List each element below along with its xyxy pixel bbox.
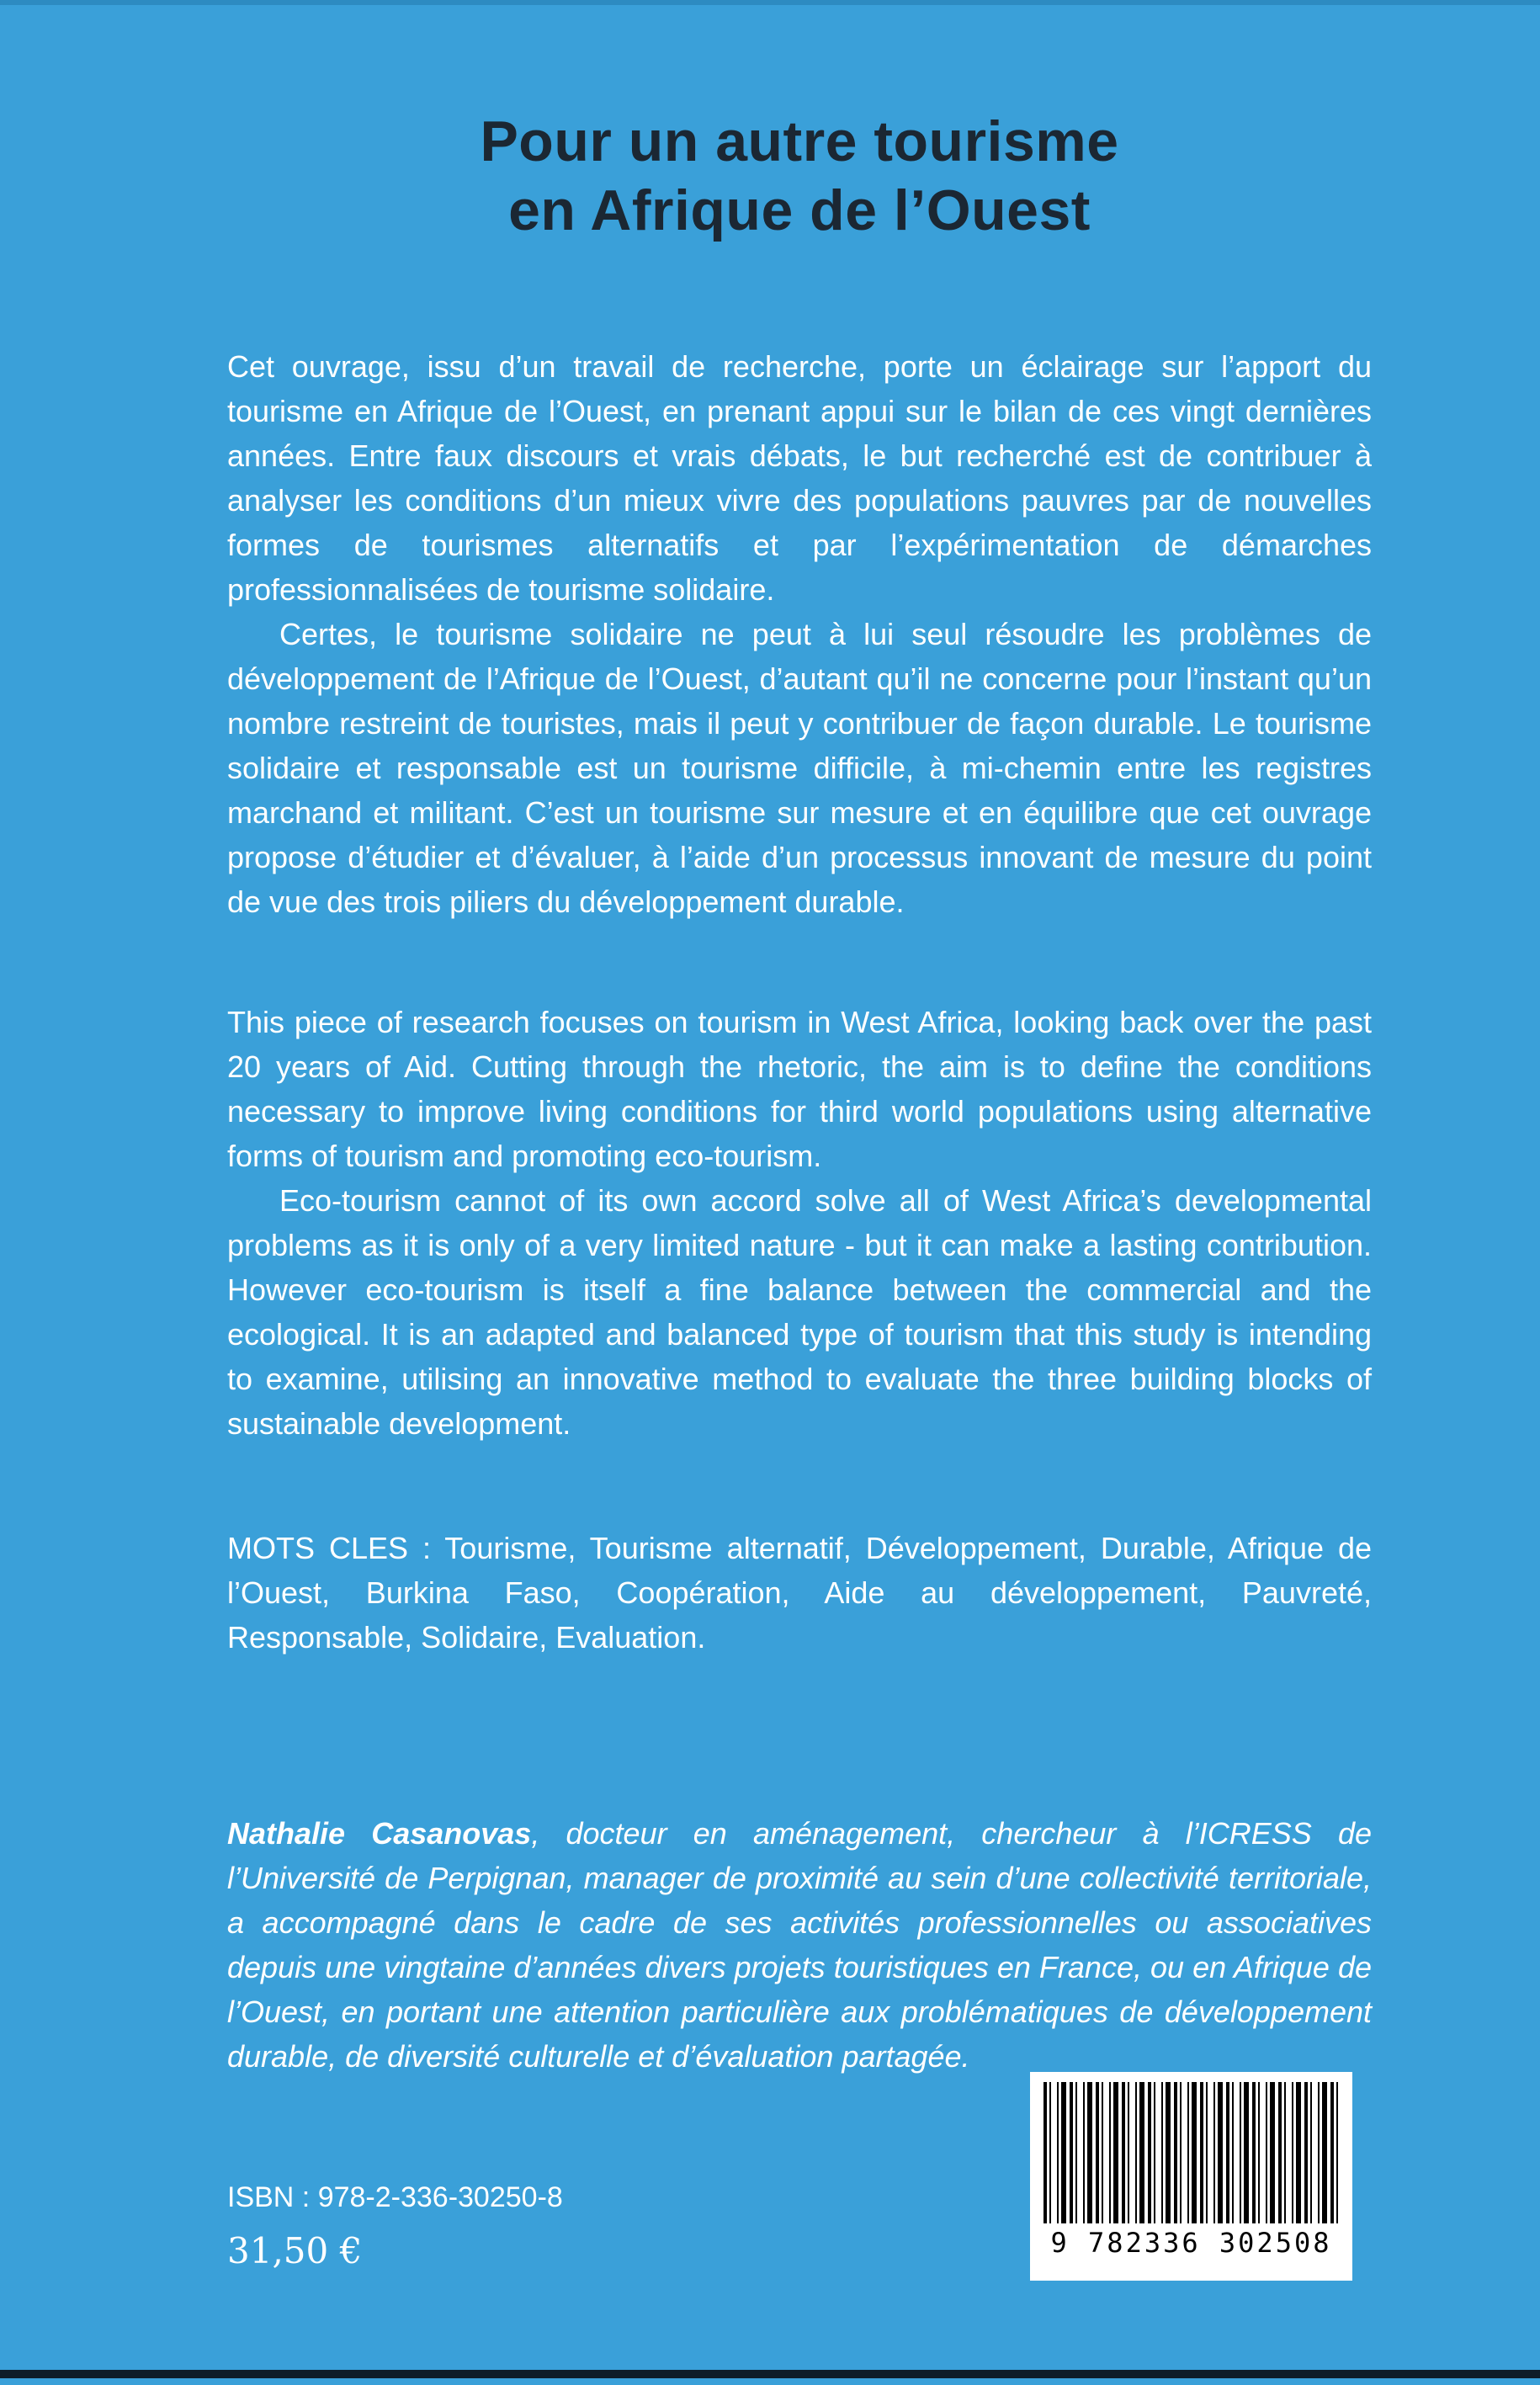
author-name: Nathalie Casanovas (227, 1816, 532, 1851)
synopsis-english (227, 1000, 1372, 1446)
cover-bottom-edge (0, 2370, 1540, 2378)
synopsis-paragraph-en-2: Eco-tourism cannot of its own accord solve all of West Africa’s developmental problems as it is only of a very limited nature - but it can make a lasting contribution. However eco-tourism is itself a fine balance between the commercial and the ecological. It is an adapted and balanced type of tourism that this study is intending to examine, utilising an innovative method to evaluate the three building blocks of sustainable development. (227, 1183, 1372, 1442)
price-text: 31,50 € (227, 2230, 363, 2271)
keywords-block (227, 1526, 1372, 1660)
back-cover-content (227, 0, 1372, 2079)
synopsis-paragraph-fr-1: Cet ouvrage, issu d’un travail de recherche, porte un éclairage sur l’apport du tourisme en Afrique de l’Ouest, en prenant appui sur le bilan de ces vingt dernières années. Entre faux discours et vrais débats, le but recherché est de contribuer à analyser les conditions d’un mieux vivre des populations pauvres par de nouvelles formes de tourismes alternatifs et par l’expérimentation de démarches professionnalisées de tourisme solidaire. (227, 349, 1372, 608)
author-bio-paragraph (227, 1811, 1372, 2079)
synopsis-paragraph-en-1: This piece of research focuses on tourism in West Africa, looking back over the past 20 years of Aid. Cutting through the rhetoric, the aim is to define the conditions necessary to improve living conditions for third world populations using alternative forms of tourism and promoting eco-tourism. (227, 1005, 1372, 1174)
book-title-line1: Pour un autre tourisme (480, 109, 1119, 173)
synopsis-paragraph-fr-2: Certes, le tourisme solidaire ne peut à lui seul résoudre les problèmes de développement de l’Afrique de l’Ouest, d’autant qu’il ne concerne pour l’instant qu’un nombre restreint de touristes, mais il peut y contribuer de façon durable. Le tourisme solidaire et responsable est un tourisme difficile, à mi-chemin entre les registres marchand et militant. C’est un tourisme sur mesure et en équilibre que cet ouvrage propose d’étudier et d’évaluer, à l’aide d’un processus innovant de mesure du point de vue des trois piliers du développement durable. (227, 617, 1372, 920)
author-bio-text: , docteur en aménagement, chercheur à l’ICRESS de l’Université de Perpignan, manager de proximité au sein d’une collectivité territoriale, a accompagné dans le cadre de ses activités professionnelles ou associatives depuis une vingtaine d’années divers projets touristiques en France, ou en Afrique de l’Ouest, en portant une attention particulière aux problématiques de développement durable, de diversité culturelle et d’évaluation partagée. (227, 1816, 1372, 2074)
isbn-text: ISBN : 978-2-336-30250-8 (227, 2181, 563, 2213)
keywords-text: MOTS CLES : Tourisme, Tourisme alternatif, Développement, Durable, Afrique de l’Ouest, Burkina Faso, Coopération, Aide au développement, Pauvreté, Responsable, Solidaire, Evaluation. (227, 1531, 1372, 1655)
barcode-bars (1043, 2082, 1339, 2223)
barcode (1030, 2072, 1352, 2281)
barcode-number: 9 782336 302508 (1050, 2227, 1332, 2259)
synopsis-french (227, 344, 1372, 924)
book-title-line2: en Afrique de l’Ouest (508, 178, 1091, 242)
book-title (227, 108, 1372, 245)
author-bio (227, 1811, 1372, 2079)
